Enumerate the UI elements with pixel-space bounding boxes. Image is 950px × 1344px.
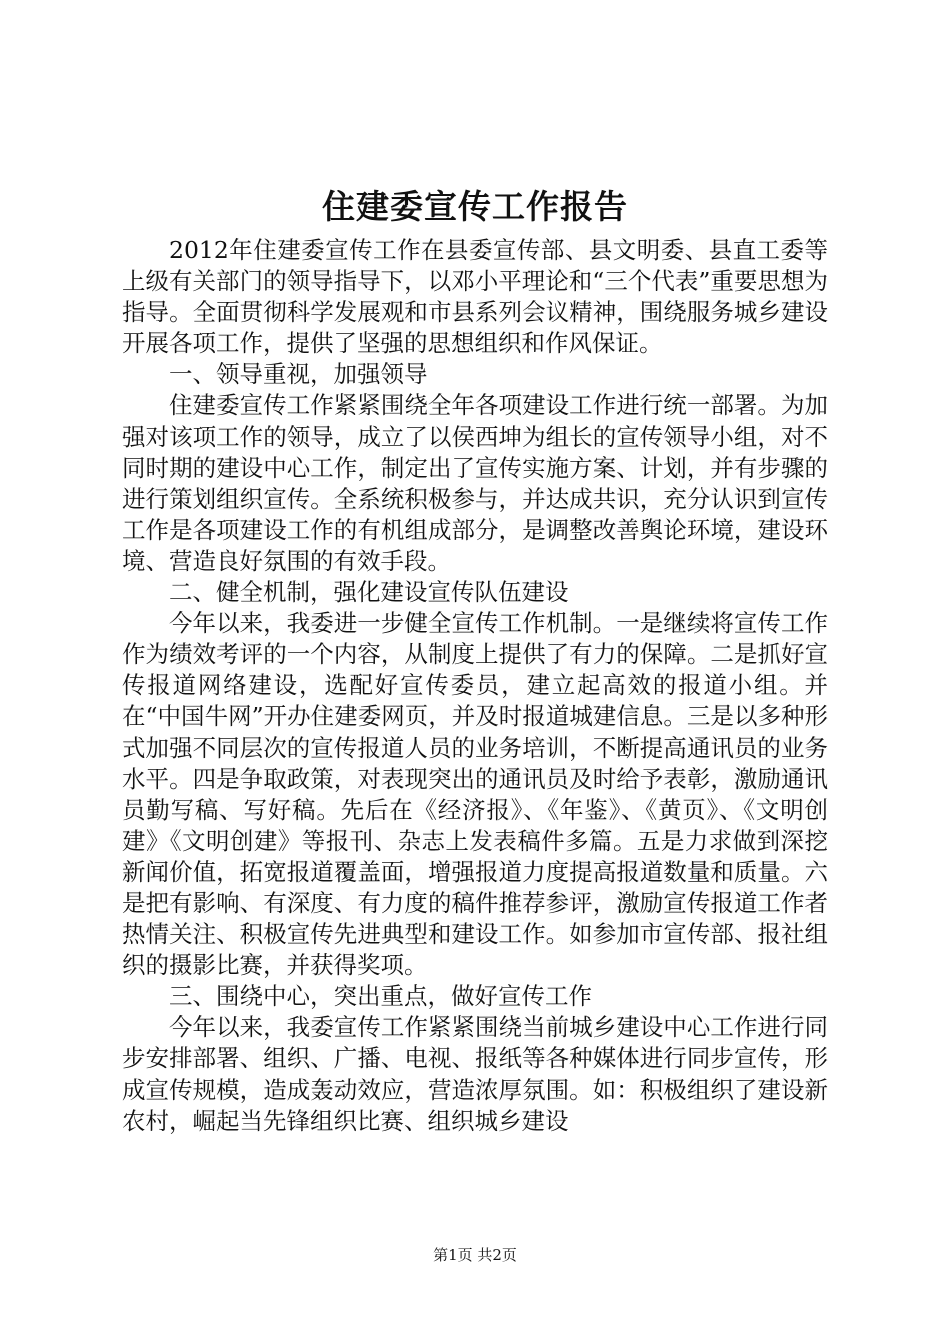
document-body	[122, 235, 828, 1137]
section-heading-3: 三、围绕中心，突出重点，做好宣传工作	[169, 982, 592, 1011]
section-3-paragraph: 今年以来，我委宣传工作紧紧围绕当前城乡建设中心工作进行同步安排部署、组织、广播、电视、报纸等各种媒体进行同步宣传，形成宣传规模，造成轰动效应，营造浓厚氛围。如：积极组织了建设新农村，崛起当先锋组织比赛、组织城乡建设	[122, 1013, 828, 1135]
section-heading-1: 一、领导重视，加强领导	[169, 360, 428, 389]
section-2-paragraph: 今年以来，我委进一步健全宣传工作机制。一是继续将宣传工作作为绩效考评的一个内容，从制度上提供了有力的保障。二是抓好宣传报道网络建设，选配好宣传委员，建立起高效的报道小组。并在“中国牛网”开办住建委网页，并及时报道城建信息。三是以多种形式加强不同层次的宣传报道人员的业务培训，不断提高通讯员的业务水平。四是争取政策，对表现突出的通讯员及时给予表彰，激励通讯员勤写稿、写好稿。先后在《经济报》、《年鉴》、《黄页》、《文明创建》《文明创建》等报刊、杂志上发表稿件多篇。五是力求做到深挖新闻价值，拓宽报道覆盖面，增强报道力度提高报道数量和质量。六是把有影响、有深度、有力度的稿件推荐参评，激励宣传报道工作者热情关注、积极宣传先进典型和建设工作。如参加市宣传部、报社组织的摄影比赛，并获得奖项。	[122, 609, 828, 980]
document-title: 住建委宣传工作报告	[322, 187, 628, 226]
intro-paragraph: 2012年住建委宣传工作在县委宣传部、县文明委、县直工委等上级有关部门的领导指导下，以邓小平理论和“三个代表”重要思想为指导。全面贯彻科学发展观和市县系列会议精神，围绕服务城乡建设开展各项工作，提供了坚强的思想组织和作风保证。	[122, 236, 828, 358]
section-1-paragraph: 住建委宣传工作紧紧围绕全年各项建设工作进行统一部署。为加强对该项工作的领导，成立了以侯西坤为组长的宣传领导小组，对不同时期的建设中心工作，制定出了宣传实施方案、计划，并有步骤的进行策划组织宣传。全系统积极参与，并达成共识，充分认识到宣传工作是各项建设工作的有机组成部分，是调整改善舆论环境，建设环境、营造良好氛围的有效手段。	[122, 391, 828, 575]
section-heading-2: 二、健全机制，强化建设宣传队伍建设	[169, 578, 569, 607]
page-footer: 第1页 共2页	[433, 1246, 517, 1264]
